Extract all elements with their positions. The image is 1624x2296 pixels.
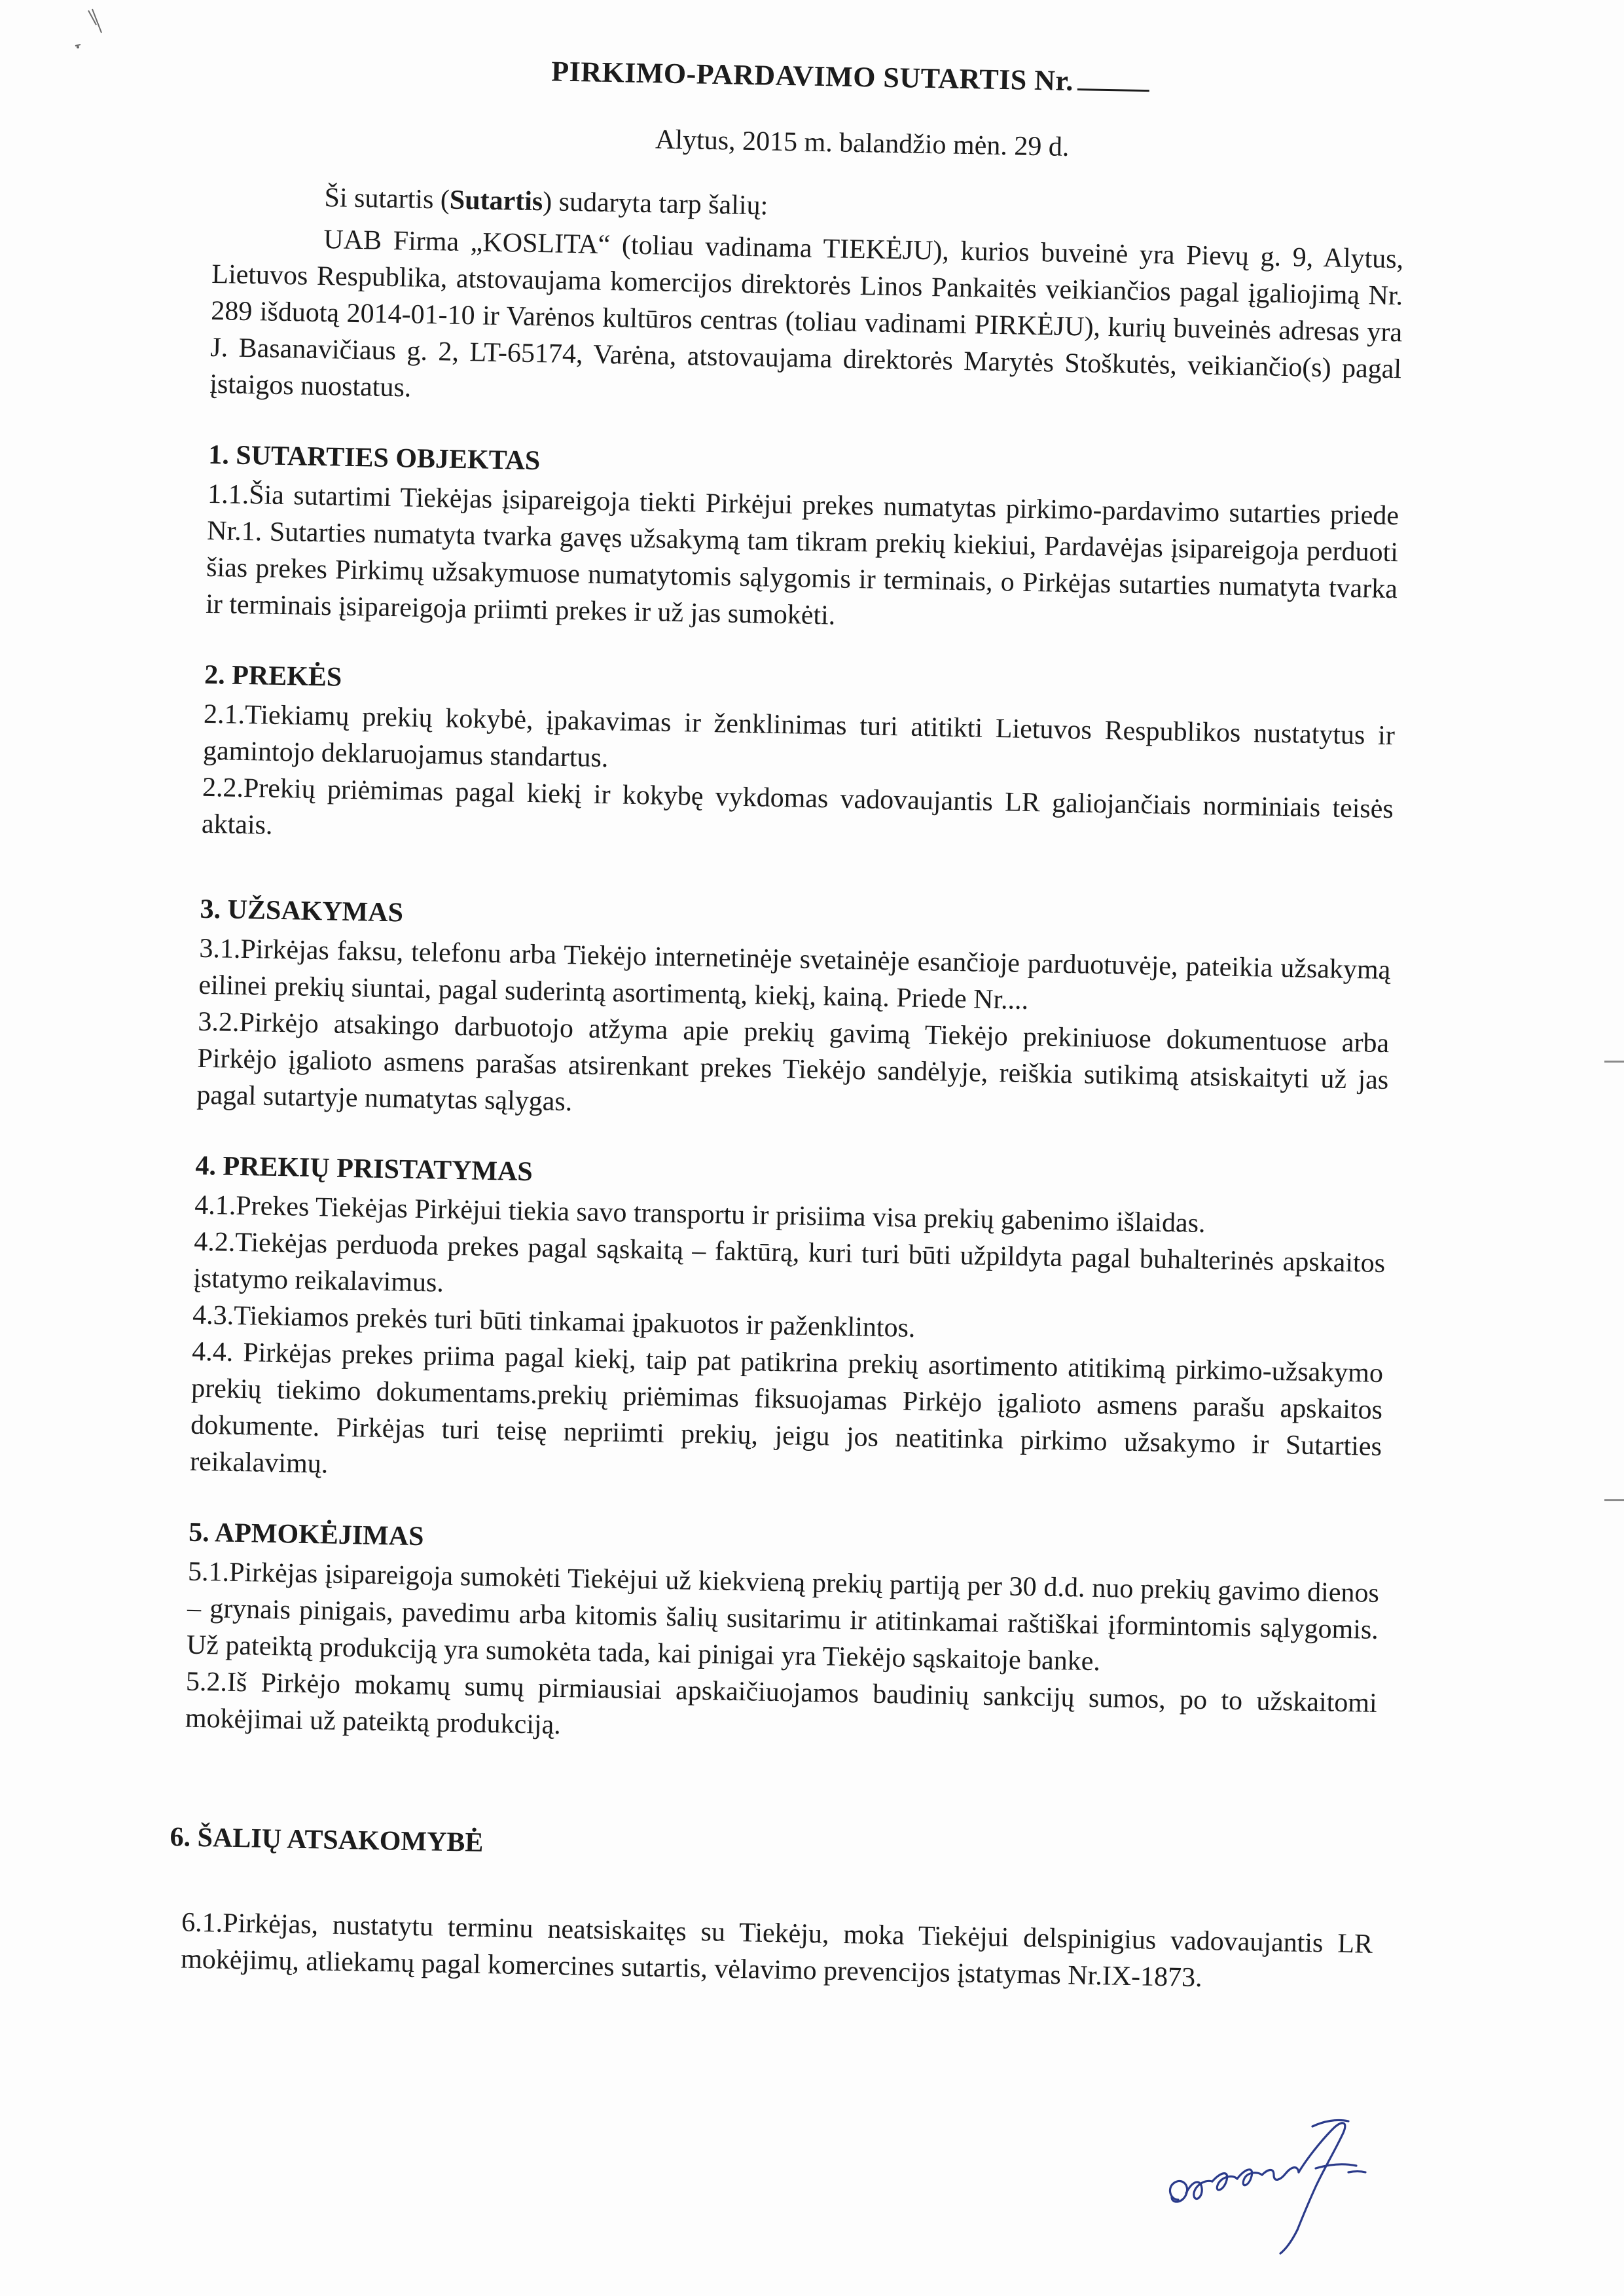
place-date: Alytus, 2015 m. balandžio mėn. 29 d. — [655, 124, 1070, 162]
intro-prefix: Ši sutartis ( — [324, 183, 450, 215]
section-heading-3: 3. UŽSAKYMAS — [200, 894, 404, 928]
section-heading-4: 4. PREKIŲ PRISTATYMAS — [195, 1150, 533, 1188]
clause-4-3: 4.3.Tiekiamos prekės turi būti tinkamai įpakuotos ir paženklintos. — [192, 1300, 916, 1343]
clause-2-1: 2.1.Tiekiamų prekių kokybė, įpakavimas ir ženklinimas turi atitikti Lietuvos Respublikos nustatytus ir gamintojo deklaruojamus standartus. — [202, 699, 1396, 774]
section-heading-2: 2. PREKĖS — [204, 659, 342, 693]
clause-4-4: 4.4. Pirkėjas prekes priima pagal kiekį, taip pat patikrina prekių asortimento atitikimą pirkimo-užsakymo prekių tiekimo dokumentams.prekių priėmimas fiksuojamas Pirkėjo įgalioto asmens parašu apskaitos dokumente. Pirkėjas turi teisę nepriimti prekių, jeigu jos neatitinka pirkimo užsakymo ir Sutarties reikalavimų. — [189, 1336, 1384, 1480]
parties-paragraph: UAB Firma „KOSLITA“ (toliau vadinama TIEKĖJU), kurios buveinė yra Pievų g. 9, Alytus, Lietuvos Respublika, atstovaujama komercijos direktorės Linos Pankaitės veikiančios pagal įgaliojimą Nr. 289 išduotą 2014-01-10 ir Varėnos kultūros centras (toliau vadinami PIRKĖJU), kurių buveinės adresas yra J. Basanavičiaus g. 2, LT-65174, Varėna, atstovaujama direktorės Marytės Stoškutės, veikiančio(s) pagal įstaigos nuostatus. — [209, 225, 1404, 403]
section-heading-1: 1. SUTARTIES OBJEKTAS — [208, 439, 541, 477]
contract-title-text: PIRKIMO-PARDAVIMO SUTARTIS Nr. — [550, 55, 1074, 98]
scan-edge-mark — [1604, 1499, 1624, 1501]
contract-body — [170, 39, 1407, 1999]
contract-title — [294, 50, 1407, 103]
clause-3-1: 3.1.Pirkėjas faksu, telefonu arba Tiekėjo internetinėje svetainėje esančioje parduotuvėje, pateikia užsakymą eilinei prekių siuntai, pagal suderintą asortimentą, kiekį, kainą. Priede Nr.... — [198, 933, 1391, 1015]
contract-number-blank — [1077, 66, 1150, 92]
scan-speck-mark — [62, 7, 121, 52]
intro-bold-term: Sutartis — [449, 185, 543, 217]
handwritten-signature — [1152, 2102, 1427, 2259]
clause-6-1: 6.1.Pirkėjas, nustatytu terminu neatsiskaitęs su Tiekėju, moka Tiekėjui delspinigius vadovaujantis LR mokėjimų, atliekamų pagal komercines sutartis, vėlavimo prevencijos įstatymas Nr.IX-1873. — [180, 1907, 1373, 1994]
clause-4-2: 4.2.Tiekėjas perduoda prekes pagal sąskaitą – faktūrą, kuri turi būti užpildyta pagal buhalterinės apskaitos įstatymo reikalavimus. — [192, 1226, 1386, 1298]
section-heading-5: 5. APMOKĖJIMAS — [188, 1517, 424, 1552]
clause-5-2: 5.2.Iš Pirkėjo mokamų sumų pirmiausiai apskaičiuojamos baudinių sankcijų sumos, po to užskaitomi mokėjimai už pateiktą produkciją. — [185, 1666, 1378, 1741]
scan-edge-mark — [1604, 1061, 1624, 1063]
clause-1-1: 1.1.Šia sutartimi Tiekėjas įsipareigoja tiekti Pirkėjui prekes numatytas pirkimo-pardavimo sutarties priede Nr.1. Sutarties numatyta tvarka gavęs užsakymą tam tikram prekių kiekiui, Pardavėjas įsipareigoja perduoti šias prekes Pirkimų užsakymuose numatytomis sąlygomis ir terminais, o Pirkėjas sutarties numatyta tvarka ir terminais įsipareigoja priimti prekes ir už jas sumokėti. — [205, 479, 1399, 631]
section-heading-6: 6. ŠALIŲ ATSAKOMYBĖ — [170, 1822, 484, 1858]
clause-4-1: 4.1.Prekes Tiekėjas Pirkėjui tiekia savo transportu ir prisiima visa prekių gabenimo išlaidas. — [194, 1190, 1206, 1239]
clause-5-1: 5.1.Pirkėjas įsipareigoja sumokėti Tiekėjui už kiekvieną prekių partiją per 30 d.d. nuo prekių gavimo dienos – grynais pinigais, pavedimu arba kitomis šalių susitarimu ir atitinkamai raštiškai įformintomis sąlygomis. Už pateiktą produkciją yra sumokėta tada, kai pinigai yra Tiekėjo sąskaitoje banke. — [186, 1556, 1380, 1677]
clause-2-2: 2.2.Prekių priėmimas pagal kiekį ir kokybę vykdomas vadovaujantis LR galiojančiais norminiais teisės aktais. — [201, 772, 1394, 841]
intro-suffix: ) sudaryta tarp šalių: — [542, 187, 768, 221]
clause-3-2: 3.2.Pirkėjo atsakingo darbuotojo atžyma apie prekių gavimą Tiekėjo prekiniuose dokumentuose arba Pirkėjo įgalioto asmens parašas atsirenkant prekes Tiekėjo sandėlyje, reiškia sutikimą atsiskaityti už jas pagal sutartyje numatytas sąlygas. — [196, 1006, 1390, 1118]
